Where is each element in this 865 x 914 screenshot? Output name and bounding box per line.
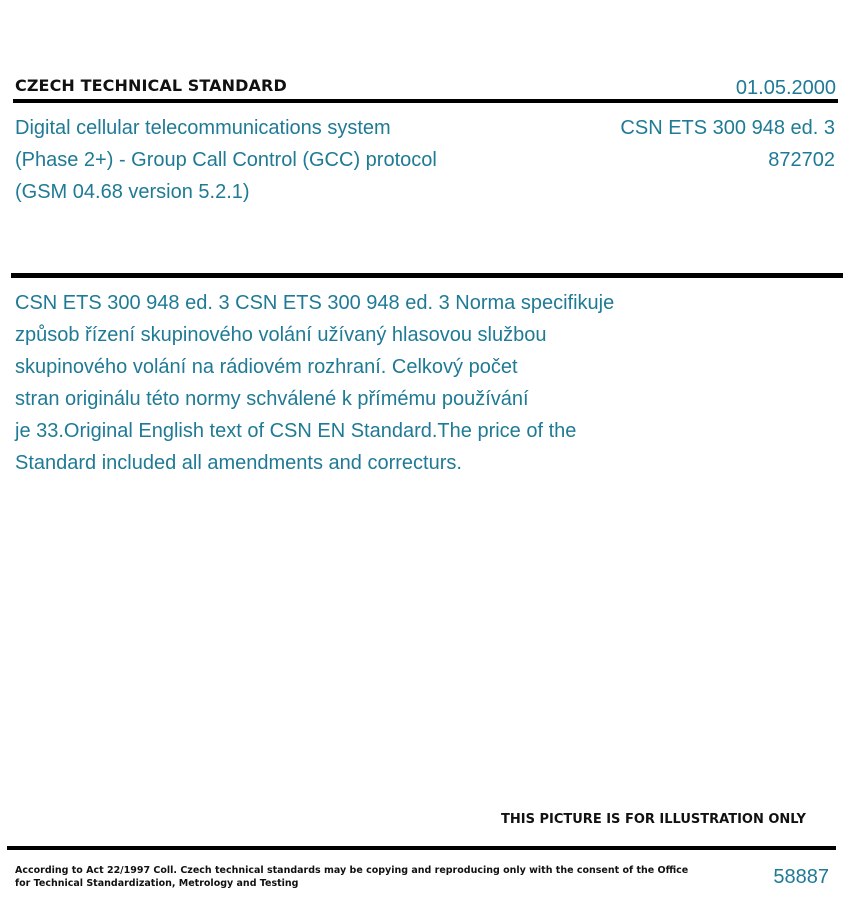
legal-notice-line: According to Act 22/1997 Coll. Czech technical standards may be copying and reproducing only with the consent of the Office [15, 865, 689, 876]
standard-designation: CSN ETS 300 948 ed. 3 [620, 117, 835, 139]
document-title-line: (GSM 04.68 version 5.2.1) [15, 181, 250, 203]
section-divider [11, 273, 843, 278]
abstract-line: je 33.Original English text of CSN EN Standard.The price of the [15, 420, 577, 442]
document-identifiers [620, 112, 835, 176]
classification-number: 872702 [768, 149, 835, 171]
illustration-notice: THIS PICTURE IS FOR ILLUSTRATION ONLY [501, 812, 806, 827]
abstract-text [15, 287, 705, 479]
document-title-line: (Phase 2+) - Group Call Control (GCC) protocol [15, 149, 437, 171]
catalog-number: 58887 [773, 866, 829, 888]
header-divider [13, 99, 838, 103]
abstract-line: způsob řízení skupinového volání užívaný hlasovou službou [15, 324, 547, 346]
document-title-line: Digital cellular telecommunications system [15, 117, 391, 139]
document-title [15, 112, 535, 208]
abstract-line: CSN ETS 300 948 ed. 3 CSN ETS 300 948 ed. 3 Norma specifikuje [15, 292, 615, 314]
abstract-line: Standard included all amendments and correcturs. [15, 452, 462, 474]
standard-type-heading: CZECH TECHNICAL STANDARD [15, 76, 287, 95]
abstract-line: skupinového volání na rádiovém rozhraní. Celkový počet [15, 356, 518, 378]
abstract-line: stran originálu této normy schválené k přímému používání [15, 388, 529, 410]
legal-notice [15, 864, 689, 890]
footer-divider [7, 846, 836, 850]
legal-notice-line: for Technical Standardization, Metrology and Testing [15, 878, 299, 889]
publication-date: 01.05.2000 [735, 77, 836, 99]
